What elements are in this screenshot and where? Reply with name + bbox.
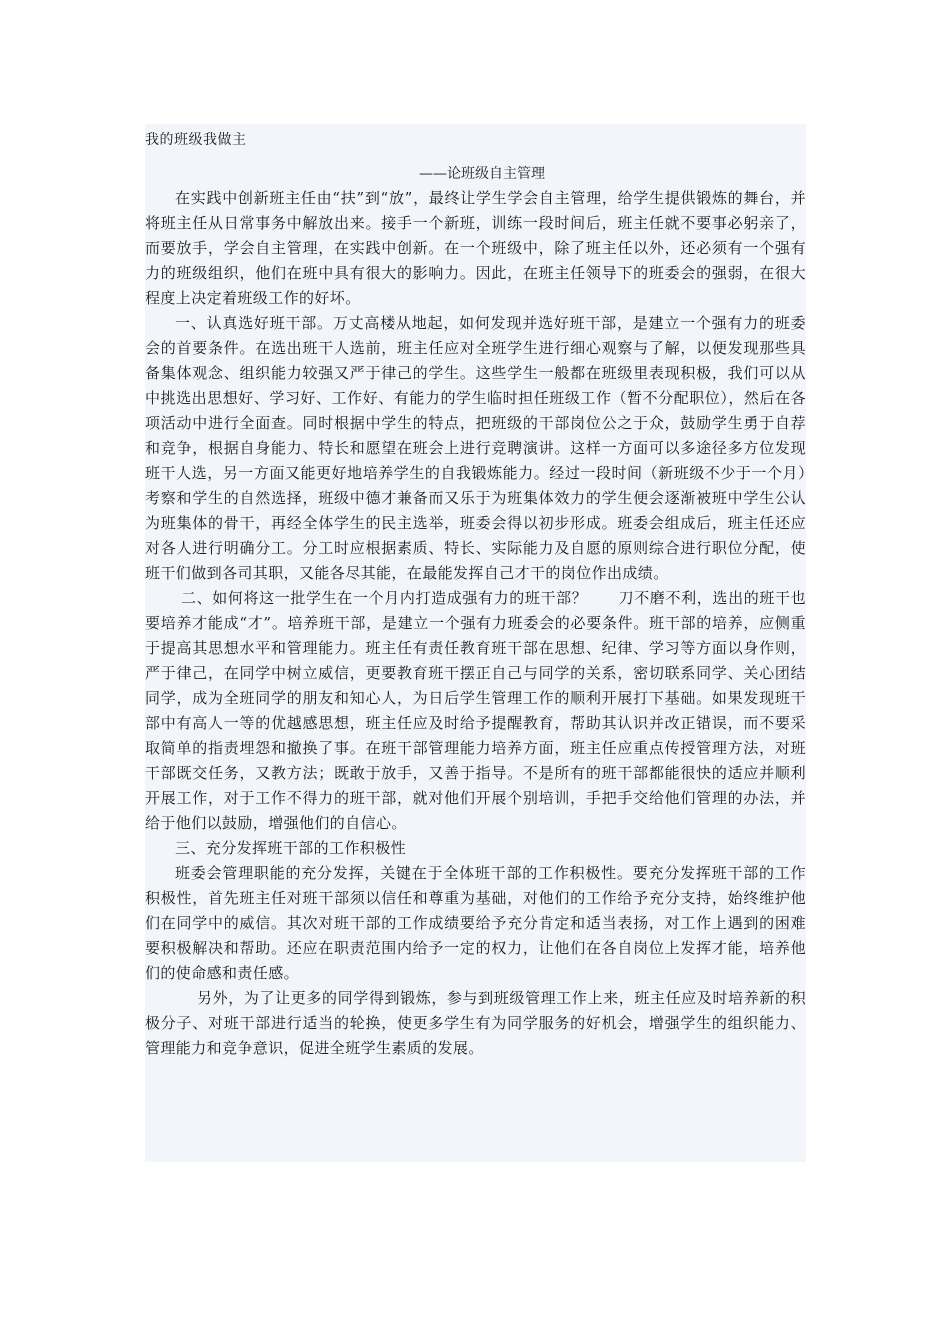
paragraph-intro: 在实践中创新班主任由“扶”到“放”，最终让学生学会自主管理，给学生提供锻炼的舞台，并将班主任从日常事务中解放出来。接手一个新班，训练一段时间后，班主任就不要事必躬亲了，而要放手，学会自主管理，在实践中创新。在一个班级中，除了班主任以外，还必须有一个强有力的班级组织，他们在班中具有很大的影响力。因此，在班主任领导下的班委会的强弱，在很大程度上决定着班级工作的好坏。 [145,189,806,307]
paragraph-section-3: 班委会管理职能的充分发挥，关键在于全体班干部的工作积极性。要充分发挥班干部的工作积极性，首先班主任对班干部须以信任和尊重为基础，对他们的工作给予充分支持，始终维护他们在同学中的威信。其次对班干部的工作成绩要给予充分肯定和适当表扬，对工作上遇到的困难要积极解决和帮助。还应在职责范围内给予一定的权力，让他们在各自岗位上发挥才能，培养他们的使命感和责任感。 [145,864,806,982]
paragraph-section-2: 二、如何将这一批学生在一个月内打造成强有力的班干部？ 刀不磨不利，选出的班干也要培养才能成“才”。培养班干部，是建立一个强有力班委会的必要条件。班干部的培养，应侧重于提高其思想水平和管理能力。班主任有责任教育班干部在思想、纪律、学习等方面以身作则，严于律己，在同学中树立威信，更要教育班干摆正自己与同学的关系，密切联系同学、关心团结同学，成为全班同学的朋友和知心人，为日后学生管理工作的顺利开展打下基础。如果发现班干部中有高人一等的优越感思想，班主任应及时给予提醒教育，帮助其认识并改正错误，而不要采取简单的指责埋怨和撤换了事。在班干部管理能力培养方面，班主任应重点传授管理方法，对班干部既交任务，又教方法；既敢于放手，又善于指导。不是所有的班干部都能很快的适应并顺利开展工作，对于工作不得力的班干部，就对他们开展个别培训，手把手交给他们管理的办法，并给于他们以鼓励，增强他们的自信心。 [145,589,806,832]
paragraph-conclusion: 另外，为了让更多的同学得到锻炼，参与到班级管理工作上来，班主任应及时培养新的积极分子、对班干部进行适当的轮换，使更多学生有为同学服务的好机会，增强学生的组织能力、管理能力和竞争意识，促进全班学生素质的发展。 [145,989,806,1057]
article-body [145,124,806,1061]
article-title: 我的班级我做主 [145,132,247,148]
section-3-heading: 三、充分发挥班干部的工作积极性 [175,839,407,857]
paragraph-section-1: 一、认真选好班干部。万丈高楼从地起，如何发现并选好班干部，是建立一个强有力的班委会的首要条件。在选出班干人选前，班主任应对全班学生进行细心观察与了解，以便发现那些具备集体观念、组织能力较强又严于律己的学生。这些学生一般都在班级里表现积极，我们可以从中挑选出思想好、学习好、工作好、有能力的学生临时担任班级工作（暂不分配职位），然后在各项活动中进行全面查。同时根据中学生的特点，把班级的干部岗位公之于众，鼓励学生勇于自荐和竞争，根据自身能力、特长和愿望在班会上进行竞聘演讲。这样一方面可以多途径多方位发现班干人选，另一方面又能更好地培养学生的自我锻炼能力。经过一段时间（新班级不少于一个月）考察和学生的自然选择，班级中德才兼备而又乐于为班集体效力的学生便会逐渐被班中学生公认为班集体的骨干，再经全体学生的民主选举，班委会得以初步形成。班委会组成后，班主任还应对各人进行明确分工。分工时应根据素质、特长、实际能力及自愿的原则综合进行职位分配，使班干们做到各司其职，又能各尽其能，在最能发挥自己才干的岗位作出成绩。 [145,314,806,582]
article-subtitle: ——论班级自主管理 [419,166,545,182]
